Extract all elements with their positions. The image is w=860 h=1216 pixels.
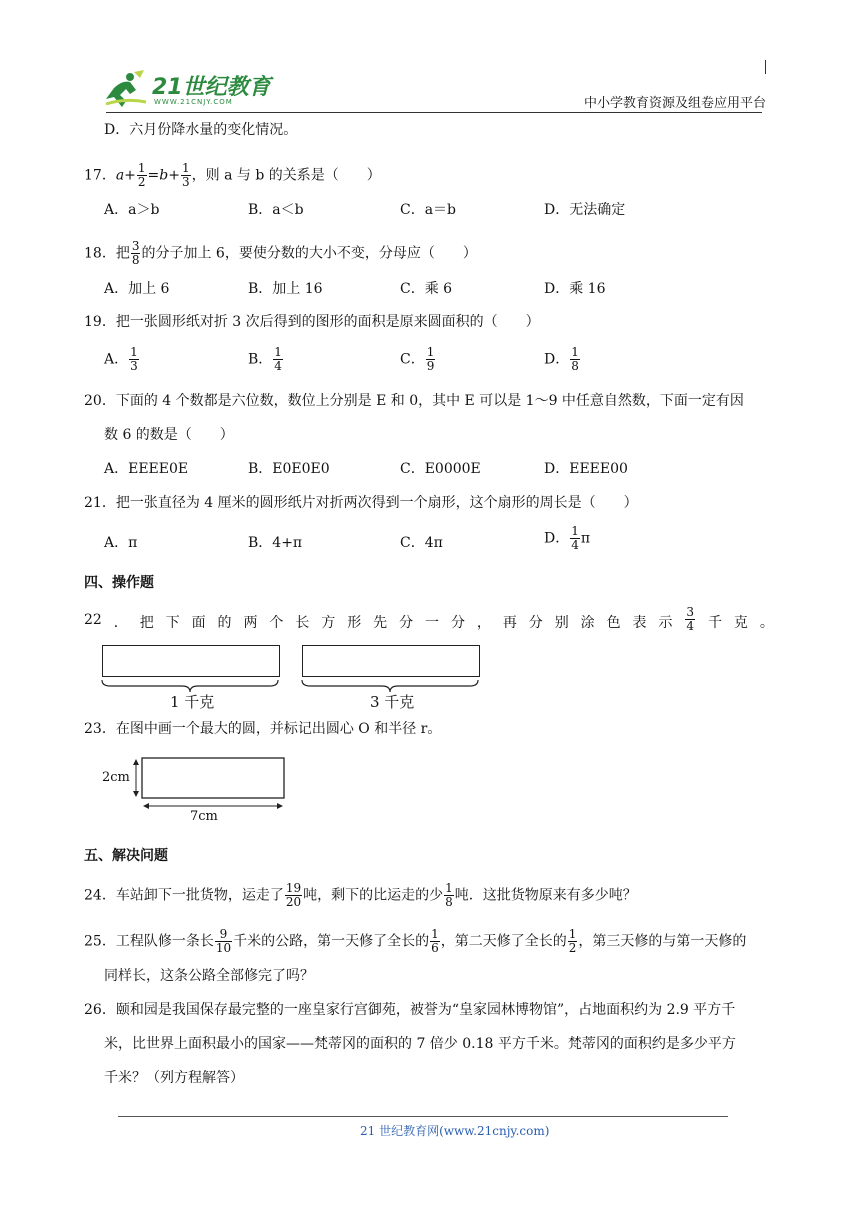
q25-stem-line1 — [84, 928, 746, 955]
q19-d-den: 8 — [571, 359, 579, 373]
q22-char: 克 — [733, 615, 748, 631]
q19-stem: 19．把一张圆形纸对折 3 次后得到的图形的面积是原来圆面积的（ ） — [84, 314, 540, 330]
q24-fraction-1 — [285, 882, 302, 909]
q21-d-fraction — [570, 525, 580, 552]
q22-char: 示 — [658, 615, 673, 631]
q17-option-a: A．a＞b — [104, 202, 160, 218]
footer-text: 21 世纪教育网(www.21cnjy.com) — [360, 1124, 550, 1138]
q22-char: 别 — [554, 615, 569, 631]
q22-char: 两 — [243, 615, 258, 631]
q23-stem: 23．在图中画一个最大的圆，并标记出圆心 O 和半径 r。 — [84, 721, 442, 737]
q24-fraction-2 — [444, 882, 454, 909]
q19-d-num: 1 — [571, 345, 579, 359]
q25-f1-num: 9 — [219, 927, 228, 941]
q19-c-label: C． — [400, 351, 425, 368]
q20-stem-line1: 20．下面的 4 个数都是六位数，数位上分别是 E 和 0，其中 E 可以是 1～9 中任意自然数，下面一定有因 — [84, 393, 744, 409]
q17-fraction-2 — [181, 162, 191, 189]
q17-lhs: a+ — [115, 167, 136, 184]
q24-f1-num: 19 — [285, 881, 302, 895]
q24-stem — [84, 882, 637, 909]
platform-name: 中小学教育资源及组卷应用平台 — [583, 96, 766, 111]
q21-d-tail: π — [580, 530, 591, 547]
q17-f1-num: 1 — [137, 161, 146, 175]
q17-number: 17． — [84, 167, 116, 184]
q25-part-d: ，第三天修的与第一天修的 — [578, 933, 747, 950]
runner-logo-icon — [104, 68, 150, 108]
q22-char: 22 — [84, 612, 102, 628]
q19-option-c — [400, 346, 436, 373]
q18-fraction — [131, 240, 141, 267]
q17-option-c: C．a＝b — [400, 202, 457, 218]
q22-char: 千 — [707, 615, 722, 631]
q22-char: 把 — [139, 615, 154, 631]
q22-char: ， — [476, 615, 491, 631]
q25-fraction-1 — [215, 928, 232, 955]
q18-option-b: B．加上 16 — [248, 281, 323, 297]
q22-char: 表 — [632, 615, 647, 631]
q24-f2-den: 8 — [445, 895, 453, 909]
q24-part-c: 吨．这批货物原来有多少吨？ — [454, 887, 637, 904]
q26-stem-line1: 26．颐和园是我国保存最完整的一座皇家行宫御苑，被誉为“皇家园林博物馆”，占地面积约为 2.9 平方千 — [84, 1002, 736, 1018]
q21-option-a: A．π — [104, 535, 138, 551]
q22-char: 长 — [295, 615, 310, 631]
q18-option-a: A．加上 6 — [104, 281, 170, 297]
q19-c-num: 1 — [426, 345, 435, 359]
q24-part-b: 吨，剩下的比运走的少 — [303, 887, 444, 904]
q25-f2-den: 6 — [431, 941, 439, 955]
q22-braces — [0, 678, 860, 708]
q22-char: 方 — [321, 615, 336, 631]
q20-option-a: A．EEEE0E — [104, 461, 189, 477]
q18-suffix: 的分子加上 6，要使分数的大小不变，分母应（ ） — [141, 245, 477, 262]
q17-stem — [84, 162, 381, 189]
q19-b-label: B． — [248, 351, 273, 368]
q23-width-label: 7cm — [190, 809, 218, 824]
q22-char: 涂 — [580, 615, 595, 631]
q22-char: 再 — [502, 615, 517, 631]
q22-f-num: 3 — [686, 605, 695, 619]
logo-url: WWW.21CNJY.COM — [154, 98, 233, 106]
q18-f-den: 8 — [131, 253, 140, 267]
q22-fraction — [685, 606, 695, 633]
footer-rule — [118, 1116, 728, 1117]
section-5-title: 五、解决问题 — [84, 848, 168, 864]
q20-option-d: D．EEEE00 — [544, 461, 628, 477]
q21-d-num: 1 — [571, 524, 579, 538]
q25-f1-den: 10 — [215, 941, 232, 955]
q22-char: 下 — [165, 615, 180, 631]
q25-fraction-2 — [430, 928, 440, 955]
q26-stem-line3: 千米？（列方程解答） — [104, 1070, 244, 1086]
q22-char: 面 — [191, 615, 206, 631]
q22-f-den: 4 — [686, 619, 695, 633]
q19-a-fraction — [129, 346, 139, 373]
q17-f1-den: 2 — [137, 175, 146, 189]
q17-fraction-1 — [137, 162, 147, 189]
q16-option-d: D．六月份降水量的变化情况。 — [104, 122, 298, 138]
q20-option-c: C．E0000E — [400, 461, 481, 477]
q25-part-b: 千米的公路，第一天修了全长的 — [233, 933, 430, 950]
q22-label-2: 3 千克 — [370, 693, 415, 711]
q21-option-d — [544, 525, 590, 552]
q19-c-fraction — [426, 346, 436, 373]
q19-b-num: 1 — [274, 345, 282, 359]
q19-a-num: 1 — [130, 345, 138, 359]
q17-f2-den: 3 — [181, 175, 190, 189]
section-4-title: 四、操作题 — [84, 575, 154, 591]
q19-option-d — [544, 346, 581, 373]
q19-option-a — [104, 346, 140, 373]
q22-rectangle-1[interactable] — [102, 645, 280, 677]
q21-option-b: B．4+π — [248, 535, 303, 551]
q25-fraction-3 — [568, 928, 578, 955]
q25-f2-num: 1 — [431, 927, 439, 941]
q22-char: 。 — [759, 615, 774, 631]
logo-title: 21世纪教育 — [152, 75, 271, 100]
q22-char: 分 — [450, 615, 465, 631]
q19-b-den: 4 — [274, 359, 282, 373]
q19-a-den: 3 — [130, 359, 138, 373]
q19-a-label: A． — [104, 351, 129, 368]
q25-f3-den: 2 — [568, 941, 577, 955]
q26-stem-line2: 米，比世界上面积最小的国家——梵蒂冈的面积的 7 倍少 0.18 平方千米。梵蒂冈的面积约是多少平方 — [104, 1036, 736, 1052]
q21-d-den: 4 — [571, 538, 579, 552]
q25-f3-num: 1 — [568, 927, 577, 941]
q19-b-fraction — [273, 346, 283, 373]
q22-char: 分 — [528, 615, 543, 631]
q25-part-a: 25．工程队修一条长 — [84, 933, 214, 950]
q22-char: 个 — [269, 615, 284, 631]
q23-height-label: 2cm — [102, 770, 130, 785]
q22-char: 形 — [347, 615, 362, 631]
q18-option-d: D．乘 16 — [544, 281, 606, 297]
q22-rectangle-2[interactable] — [302, 645, 480, 677]
q22-char: ． — [113, 615, 128, 631]
q25-part-c: ，第二天修了全长的 — [440, 933, 567, 950]
q22-stem — [84, 605, 774, 633]
q17-rhs: =b+ — [147, 167, 180, 184]
q22-char: 分 — [399, 615, 414, 631]
q22-label-1: 1 千克 — [170, 693, 215, 711]
q19-c-den: 9 — [426, 359, 435, 373]
q18-prefix: 18．把 — [84, 245, 130, 262]
q24-f2-num: 1 — [445, 881, 453, 895]
q19-option-b — [248, 346, 284, 373]
q20-option-b: B．E0E0E0 — [248, 461, 330, 477]
q21-d-label: D． — [544, 530, 570, 547]
q21-option-c: C．4π — [400, 535, 443, 551]
q22-char: 一 — [425, 615, 440, 631]
header-rule — [106, 112, 762, 113]
q19-d-label: D． — [544, 351, 570, 368]
q18-f-num: 3 — [131, 239, 140, 253]
header-logo — [104, 68, 284, 110]
q25-stem-line2: 同样长，这条公路全部修完了吗？ — [104, 968, 314, 984]
q21-stem: 21．把一张直径为 4 厘米的圆形纸片对折两次得到一个扇形，这个扇形的周长是（ ） — [84, 495, 638, 511]
q19-d-fraction — [570, 346, 580, 373]
q22-char: 先 — [373, 615, 388, 631]
q22-char: 色 — [606, 615, 621, 631]
q20-stem-line2: 数 6 的数是（ ） — [104, 427, 234, 443]
q18-stem — [84, 240, 477, 267]
q17-suffix: ，则 a 与 b 的关系是（ ） — [191, 167, 381, 184]
header-tick — [765, 60, 766, 74]
q22-char: 的 — [217, 615, 232, 631]
q23-rectangle — [142, 758, 284, 798]
q24-f1-den: 20 — [285, 895, 302, 909]
q17-f2-num: 1 — [181, 161, 190, 175]
q18-option-c: C．乘 6 — [400, 281, 453, 297]
q17-option-b: B．a＜b — [248, 202, 304, 218]
q24-part-a: 24．车站卸下一批货物，运走了 — [84, 887, 284, 904]
q17-option-d: D．无法确定 — [544, 202, 626, 218]
